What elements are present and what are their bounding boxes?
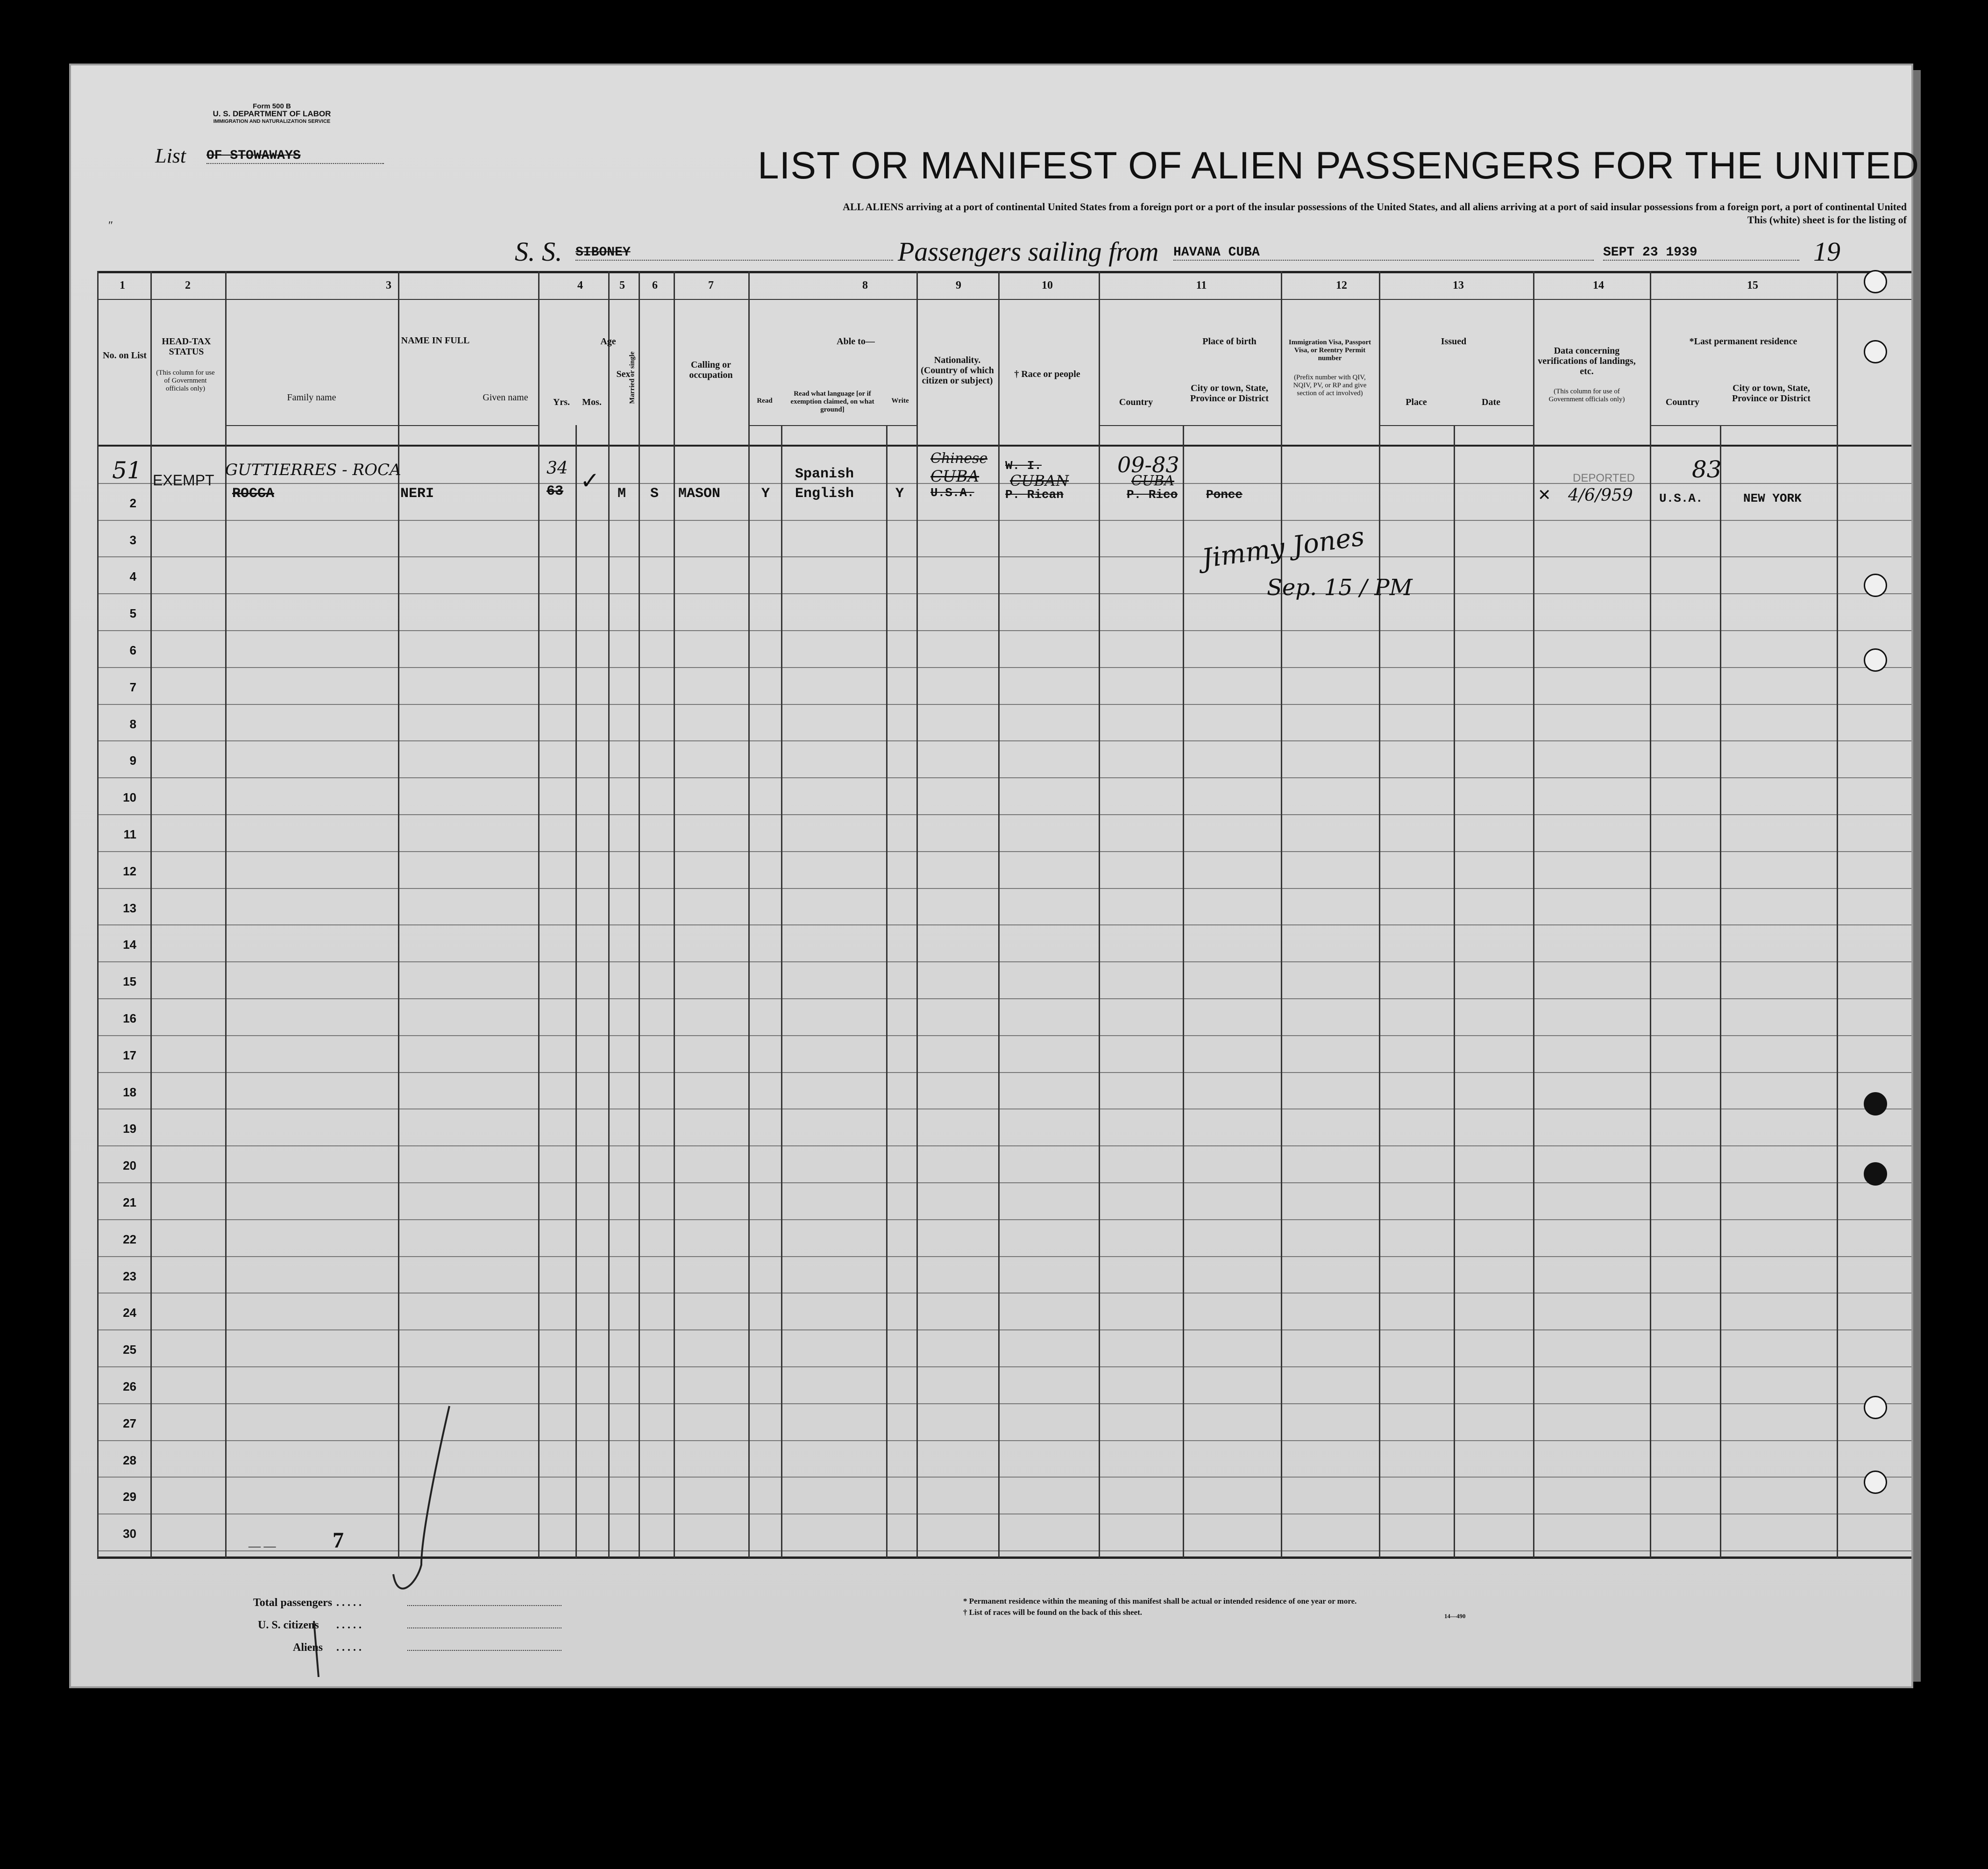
row-rule [97, 1072, 1911, 1073]
sailing-label: Passengers sailing from [898, 236, 1159, 267]
row-rule [97, 888, 1911, 889]
row-rule [97, 1256, 1911, 1257]
entry-occupation: MASON [678, 486, 721, 502]
entry-verification-stamp: DEPORTED [1573, 472, 1635, 484]
header-calling: Calling or occupation [689, 360, 733, 380]
header-res-city: City or town, State, Province or District [1732, 383, 1811, 404]
header-given-name: Given name [483, 392, 528, 403]
column-number: 1 [120, 279, 125, 291]
entry-nationality-struck: Chinese [930, 450, 988, 467]
column-number: 15 [1747, 279, 1758, 291]
service-name: IMMIGRATION AND NATURALIZATION SERVICE [213, 119, 331, 124]
punch-hole [1864, 1162, 1887, 1186]
row-rule [97, 1145, 1911, 1146]
row-rule [97, 924, 1911, 925]
entry-race-struck: P. Rican [1005, 488, 1064, 502]
column-rule [1281, 271, 1282, 1558]
header-birth-country: Country [1119, 397, 1153, 407]
row-number: 8 [129, 717, 136, 731]
tally-number: 7 [333, 1528, 344, 1553]
header-head-tax-note: (This column for use of Government officials only) [156, 369, 215, 392]
column-number: 5 [619, 279, 625, 291]
header-last-residence: *Last permanent residence [1689, 336, 1797, 347]
list-label: List [155, 144, 186, 167]
row-rule [97, 630, 1911, 631]
row-number: 21 [123, 1195, 136, 1209]
column-rule [97, 271, 99, 1558]
manifest-title: LIST OR MANIFEST OF ALIEN PASSENGERS FOR THE UNITED [758, 144, 1920, 187]
column-number: 4 [577, 279, 583, 291]
column-number: 6 [652, 279, 658, 291]
row-number: 19 [123, 1122, 136, 1136]
punch-hole [1864, 1396, 1887, 1419]
header-verification: Data concerning verifications of landings, etc. [1538, 346, 1636, 377]
entry-birth-city: Ponce [1206, 488, 1243, 502]
entry-family-name-typed: ROCCA [232, 486, 275, 502]
entry-birth-code: 09-83 [1117, 452, 1179, 477]
row-number: 2 [129, 496, 136, 510]
header-sex: Sex [616, 369, 631, 379]
entry-birth-country-typed: P. Rico [1127, 488, 1178, 502]
column-number: 11 [1196, 279, 1207, 291]
row-rule [97, 667, 1911, 668]
row-number: 23 [123, 1269, 136, 1283]
entry-nationality-typed: U.S.A. [930, 486, 974, 500]
header-issued: Issued [1441, 336, 1467, 347]
row-rule [97, 1182, 1911, 1183]
row-rule [97, 1219, 1911, 1220]
aliens-label: Aliens [293, 1642, 323, 1654]
column-number: 10 [1042, 279, 1053, 291]
header-married: Married or single [628, 351, 636, 404]
entry-language-1: Spanish [795, 466, 854, 482]
instructions-line-1: ALL ALIENS arriving at a port of continental United States from a foreign port or a port of the insular possessions of the United States, and all aliens arriving at a port of said insular possessions from a foreign port, a port of continental United [843, 201, 1907, 213]
column-rule [575, 425, 577, 1558]
manifest-page [71, 65, 1920, 1686]
row-number: 18 [123, 1085, 136, 1099]
subheader-rule [748, 425, 916, 426]
column-number: 7 [708, 279, 714, 291]
header-issued-date: Date [1482, 397, 1500, 407]
entry-res-code: 83 [1692, 456, 1722, 483]
total-passengers-dots: . . . . . [336, 1597, 362, 1609]
row-rule [97, 814, 1911, 815]
row-number: 5 [129, 606, 136, 621]
column-rule [916, 271, 918, 1558]
ship-name: SIBONEY [575, 245, 893, 261]
header-birth-city: City or town, State, Province or District [1190, 383, 1269, 404]
row-number: 13 [123, 901, 136, 915]
punch-hole [1864, 1471, 1887, 1494]
aliens-field [407, 1650, 561, 1651]
entry-signature: Jimmy Jones [1200, 521, 1366, 575]
column-number: 2 [185, 279, 191, 291]
column-number: 3 [386, 279, 391, 291]
row-number: 27 [123, 1416, 136, 1430]
row-rule [97, 740, 1911, 741]
row-number: 24 [123, 1306, 136, 1320]
row-number: 14 [123, 938, 136, 952]
entry-birth-country-hand: CUBA [1131, 473, 1174, 489]
header-head-tax: HEAD-TAX STATUS [162, 336, 211, 357]
row-number: 28 [123, 1453, 136, 1467]
header-age: Age [600, 336, 616, 347]
punch-hole [1864, 574, 1887, 597]
entry-write: Y [895, 486, 904, 502]
column-rule [886, 425, 888, 1558]
header-visa-note: (Prefix number with QIV, NQIV, PV, or RP and give section of act involved) [1293, 374, 1367, 397]
row-rule [97, 704, 1911, 705]
column-rule [1454, 425, 1455, 1558]
column-rule [150, 271, 152, 1558]
header-verification-note: (This column for use of Government officials only) [1548, 388, 1625, 403]
entry-sex: M [618, 486, 626, 502]
subheader-rule [1379, 425, 1533, 426]
entry-res-country: U.S.A. [1659, 491, 1703, 505]
row-number: 7 [129, 680, 136, 694]
list-value: OF STOWAWAYS [206, 149, 384, 164]
subheader-rule [225, 425, 538, 426]
entry-list-no: 51 [112, 457, 142, 484]
row-rule [97, 961, 1911, 962]
entry-married: S [650, 486, 659, 502]
column-number: 12 [1336, 279, 1347, 291]
entry-language-2: English [795, 486, 854, 502]
department-name: U. S. DEPARTMENT OF LABOR [213, 109, 331, 118]
footnote-races: † List of races will be found on the back of this sheet. [963, 1608, 1142, 1617]
form-code: 14—490 [1444, 1613, 1466, 1620]
header-age-mos: Mos. [582, 397, 602, 407]
row-number: 9 [129, 753, 136, 768]
column-rule [748, 271, 750, 1558]
column-rule [1099, 271, 1100, 1558]
row-number: 11 [123, 827, 136, 841]
column-rule [1183, 425, 1184, 1558]
row-rule [97, 777, 1911, 778]
row-rule [97, 520, 1911, 521]
form-header-block [202, 103, 342, 125]
header-read-language: Read what language [or if exemption claimed, on what ground] [790, 390, 874, 413]
header-visa: Immigration Visa, Passport Visa, or Reentry Permit number [1288, 339, 1371, 362]
row-number: 17 [123, 1048, 136, 1062]
dash-mark: — — [248, 1539, 276, 1553]
header-read: Read [757, 397, 773, 405]
tick-mark-icon: ✕ [1538, 487, 1551, 504]
header-issued-place: Place [1406, 397, 1427, 407]
entry-age-typed: 63 [547, 483, 564, 499]
column-rule [781, 425, 782, 1558]
total-passengers-label: Total passengers [253, 1597, 333, 1609]
row-rule [97, 1329, 1911, 1330]
row-number: 16 [123, 1011, 136, 1025]
subheader-rule [1099, 425, 1281, 426]
us-citizens-label: U. S. citizens [258, 1619, 319, 1631]
row-rule [97, 998, 1911, 999]
punch-hole [1864, 1092, 1887, 1116]
column-number: 13 [1453, 279, 1464, 291]
header-no-on-list: No. on List [103, 350, 147, 361]
column-rule [639, 271, 640, 1558]
row-rule [97, 851, 1911, 852]
total-passengers-field [407, 1605, 561, 1606]
column-rule [1720, 425, 1721, 1558]
footnote-residence: * Permanent residence within the meaning of this manifest shall be actual or intended residence of one year or more. [963, 1597, 1357, 1606]
entry-verification-hand: 4/6/959 [1568, 486, 1633, 505]
header-age-yrs: Yrs. [553, 397, 570, 407]
form-number: Form 500 B [253, 102, 291, 110]
row-number: 12 [123, 864, 136, 878]
instructions-line-2: This (white) sheet is for the listing of [1747, 214, 1907, 226]
header-nationality: Nationality. (Country of which citizen or subject) [921, 355, 994, 386]
row-number: 20 [123, 1158, 136, 1173]
column-rule [998, 271, 1000, 1558]
entry-family-name-hand: GUTTIERRES - ROCA [225, 461, 401, 479]
header-name-in-full: NAME IN FULL [401, 335, 470, 346]
column-number: 14 [1593, 279, 1604, 291]
column-rule [1650, 271, 1651, 1558]
row-rule [97, 556, 1911, 557]
row-number: 15 [123, 974, 136, 989]
column-rule [608, 271, 610, 1558]
us-citizens-dots: . . . . . [336, 1619, 362, 1631]
header-write: Write [891, 397, 909, 405]
column-rule [1837, 271, 1838, 1558]
header-able-to: Able to— [837, 336, 875, 347]
row-rule [97, 483, 1911, 484]
row-number: 29 [123, 1490, 136, 1504]
row-number: 22 [123, 1232, 136, 1246]
entry-head-tax: EXEMPT [153, 472, 214, 489]
ss-label: S. S. [515, 236, 562, 267]
sailing-date: SEPT 23 1939 [1603, 245, 1799, 261]
table-top-rule [97, 271, 1911, 273]
row-number: 30 [123, 1527, 136, 1541]
row-number: 26 [123, 1379, 136, 1393]
column-rule [1533, 271, 1534, 1558]
header-place-of-birth: Place of birth [1202, 336, 1257, 347]
entry-read: Y [761, 486, 770, 502]
column-rule [538, 271, 540, 1558]
entry-given-name: NERI [400, 486, 434, 502]
header-res-country: Country [1665, 397, 1700, 407]
column-number: 8 [862, 279, 868, 291]
year-label: 19 [1813, 236, 1840, 267]
entry-age-hand: 34 [547, 459, 568, 478]
entry-res-city: NEW YORK [1743, 491, 1802, 505]
row-number: 10 [123, 790, 136, 805]
column-number: 9 [956, 279, 961, 291]
punch-hole [1864, 270, 1887, 293]
header-family-name: Family name [287, 392, 336, 403]
entry-race-hand: CUBAN [1010, 472, 1069, 490]
entry-signature-date: Sep. 15 / PM [1267, 575, 1413, 601]
row-rule [97, 1366, 1911, 1367]
subheader-rule [1650, 425, 1837, 426]
column-rule [1379, 271, 1380, 1558]
row-rule [97, 593, 1911, 594]
header-race: † Race or people [1014, 369, 1080, 379]
aliens-dots: . . . . . [336, 1642, 362, 1654]
row-number: 25 [123, 1343, 136, 1357]
us-citizens-field [407, 1627, 561, 1628]
check-mark-icon: ✓ [580, 468, 600, 494]
row-number: 4 [129, 569, 136, 584]
margin-mark: ″ [108, 220, 113, 232]
entry-race-typed: W. I. [1005, 459, 1042, 473]
row-number: 3 [129, 533, 136, 547]
row-number: 6 [129, 643, 136, 657]
punch-hole [1864, 648, 1887, 672]
column-number-rule [97, 299, 1911, 300]
header-bottom-rule [97, 445, 1911, 447]
punch-hole [1864, 340, 1887, 363]
entry-nationality-hand: CUBA [930, 467, 980, 486]
column-rule [674, 271, 675, 1558]
row-rule [97, 1035, 1911, 1036]
sailing-port: HAVANA CUBA [1173, 245, 1594, 261]
